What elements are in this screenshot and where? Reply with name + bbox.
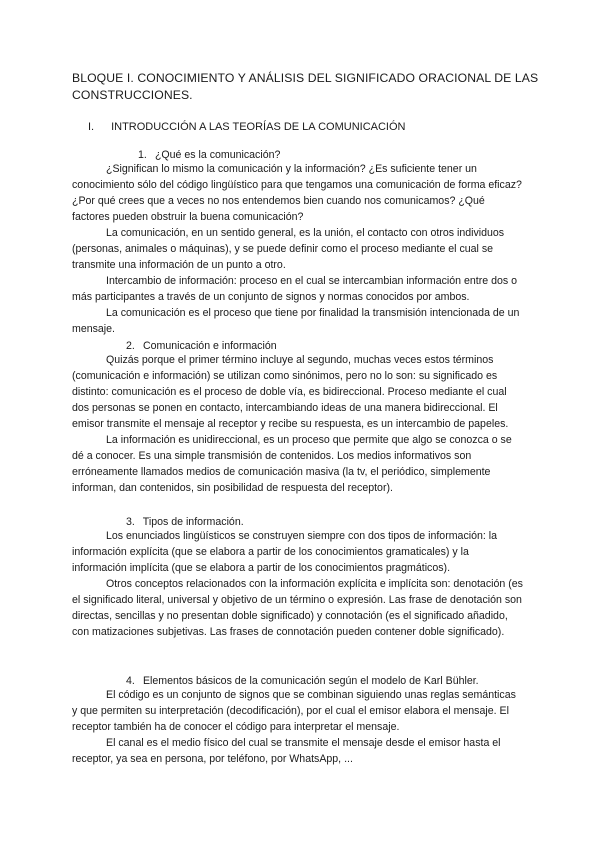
section-heading [138,148,280,162]
paragraph: Otros conceptos relacionados con la información explícita e implícita son: denotación (es el significado literal, universal y objetivo de un término o expresión. Las frase de denotación son directas, sencillas y no presentan doble significado) y connotación (es el significado añadido, con matizaciones subjetivas. Las frases de connotación pueden contener doble significado). [72,578,523,638]
paragraph: Los enunciados lingüísticos se construyen siempre con dos tipos de información: la información explícita (que se elabora a partir de los conocimientos gramaticales) y la información implícita (que se elabora a partir de los conocimientos pragmáticos). [72,530,498,574]
section-heading [126,674,479,688]
document-title: BLOQUE I. CONOCIMIENTO Y ANÁLISIS DEL SIGNIFICADO ORACIONAL DE LAS CONSTRUCCIONES. [72,71,539,102]
chapter-number: I. [88,121,95,133]
paragraph: Quizás porque el primer término incluye al segundo, muchas veces estos términos (comunicación e información) se utilizan como sinónimos, pero no lo son: su significado es distinto: comunicación es el proceso de doble vía, es bidireccional. Proceso mediante el cual dos personas se ponen en contacto, intercambiando ideas de una manera bidireccional. El emisor transmite el mensaje al receptor y recibe su respuesta, es un intercambio de papeles. [72,354,509,430]
section-number: 3. [126,516,135,528]
section-body [72,528,524,640]
section-number: 1. [138,149,147,161]
section-title: Tipos de información. [142,516,244,528]
paragraph: ¿Significan lo mismo la comunicación y la información? ¿Es suficiente tener un conocimiento sólo del código lingüístico para que tengamos una comunicación de forma eficaz? ¿Por qué crees que a veces no nos entendemos bien cuando nos comunicamos? ¿Qué factores pueden obstruir la buena comunicación? [72,163,522,223]
section-body [72,687,524,767]
section-body [72,352,524,496]
chapter-title: INTRODUCCIÓN A LAS TEORÍAS DE LA COMUNICACIÓN [111,121,406,133]
paragraph: La información es unidireccional, es un proceso que permite que algo se conozca o se dé a conocer. Es una simple transmisión de contenidos. Los medios informativos son erróneamente llamados medios de comunicación masiva (la tv, el periódico, simplemente informan, dan contenidos, sin posibilidad de respuesta del receptor). [72,434,512,494]
paragraph: La comunicación es el proceso que tiene por finalidad la transmisión intencionada de un mensaje. [72,307,520,335]
section-number: 2. [126,340,135,352]
chapter-heading [88,120,405,134]
paragraph: El canal es el medio físico del cual se transmite el mensaje desde el emisor hasta el receptor, ya sea en persona, por teléfono, por WhatsApp, ... [72,737,501,765]
section-heading [126,339,277,353]
paragraph: Intercambio de información: proceso en el cual se intercambian información entre dos o más participantes a través de un conjunto de signos y normas conocidos por ambos. [72,275,518,303]
section-title: Comunicación e información [142,340,277,352]
paragraph: La comunicación, en un sentido general, es la unión, el contacto con otros individuos (personas, animales o máquinas), y se puede definir como el proceso mediante el cual se transmite una información de un punto a otro. [72,227,505,271]
section-body [72,161,524,337]
section-number: 4. [126,675,135,687]
section-title: Elementos básicos de la comunicación según el modelo de Karl Bühler. [142,675,479,687]
section-heading [126,515,244,529]
paragraph: El código es un conjunto de signos que se combinan siguiendo unas reglas semánticas y que permiten su interpretación (decodificación), por el cual el emisor elabora el mensaje. El receptor también ha de conocer el código para interpretar el mensaje. [72,689,516,733]
section-title: ¿Qué es la comunicación? [154,149,281,161]
